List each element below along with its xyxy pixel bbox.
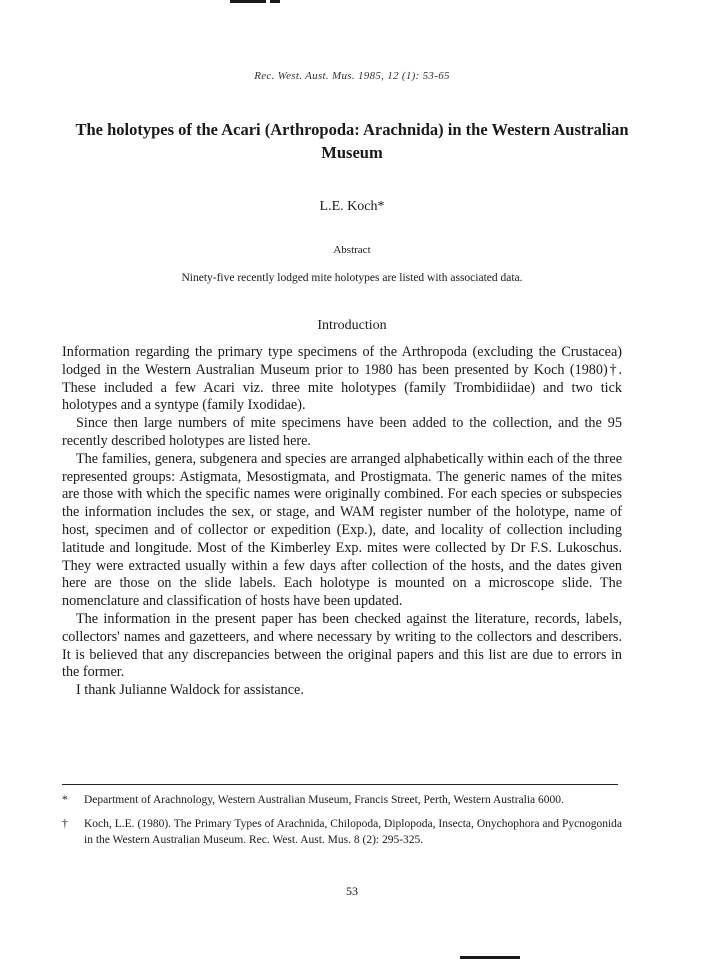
footnote [62,793,622,809]
abstract-heading: Abstract [333,244,371,256]
footnote-text: Department of Arachnology, Western Australian Museum, Francis Street, Perth, Western Australia 6000. [84,794,564,806]
paragraph: The information in the present paper has been checked against the literature, records, labels, collectors' names and gazetteers, and where necessary by writing to the collectors and describers. It is believed that any discrepancies between the original papers and this list are due to errors in the former. [62,610,622,681]
paragraph: The families, genera, subgenera and species are arranged alphabetically within each of the three represented groups: Astigmata, Mesostigmata, and Prostigmata. The generic names of the mites are those with which the specific names were originally combined. For each species or subspecies the information includes the sex, or stage, and WAM register number of the holotype, name of host, specimen and of collector or expedition (Exp.), date, and locality of collection including latitude and longitude. Most of the Kimberley Exp. mites were collected by Dr F.S. Lukoschus. They were extracted usually within a few days after collection of the hosts, and the dates given here are those on the slide labels. Each holotype is mounted on a microscope slide. The nomenclature and classification of hosts have been updated. [62,450,622,610]
footnote-mark: † [62,817,68,830]
abstract-text: Ninety-five recently lodged mite holotypes are listed with associated data. [181,272,523,284]
footnote-text: Koch, L.E. (1980). The Primary Types of Arachnida, Chilopoda, Diplopoda, Insecta, Onychophora and Pycnogonida in the Western Australian Museum. Rec. West. Aust. Mus. 8 (2): 295-325. [84,817,622,846]
scan-edge-mark [230,0,266,3]
paragraph: Information regarding the primary type specimens of the Arthropoda (excluding the Crustacea) lodged in the Western Australian Museum prior to 1980 has been presented by Koch (1980)†. These included a few Acari viz. three mite holotypes (family Trombidiidae) and two tick holotypes and a syntype (family Ixodidae). [62,344,622,414]
body-text [62,344,622,700]
paragraph: I thank Julianne Waldock for assistance. [76,682,304,699]
paper-title: The holotypes of the Acari (Arthropoda: Arachnida) in the Western Australian Museum [75,120,629,162]
section-heading: Introduction [317,318,387,333]
scan-edge-mark [460,956,520,959]
footnote-divider [62,784,618,785]
author-line: L.E. Koch* [319,199,385,214]
journal-citation: Rec. West. Aust. Mus. 1985, 12 (1): 53-65 [254,70,450,82]
footnotes [62,793,622,856]
footnote [62,817,622,849]
footnote-mark: * [62,794,68,806]
scan-edge-mark [270,0,280,3]
page-number: 53 [346,884,358,898]
paragraph: Since then large numbers of mite specimens have been added to the collection, and the 95 recently described holotypes are listed here. [62,415,622,449]
